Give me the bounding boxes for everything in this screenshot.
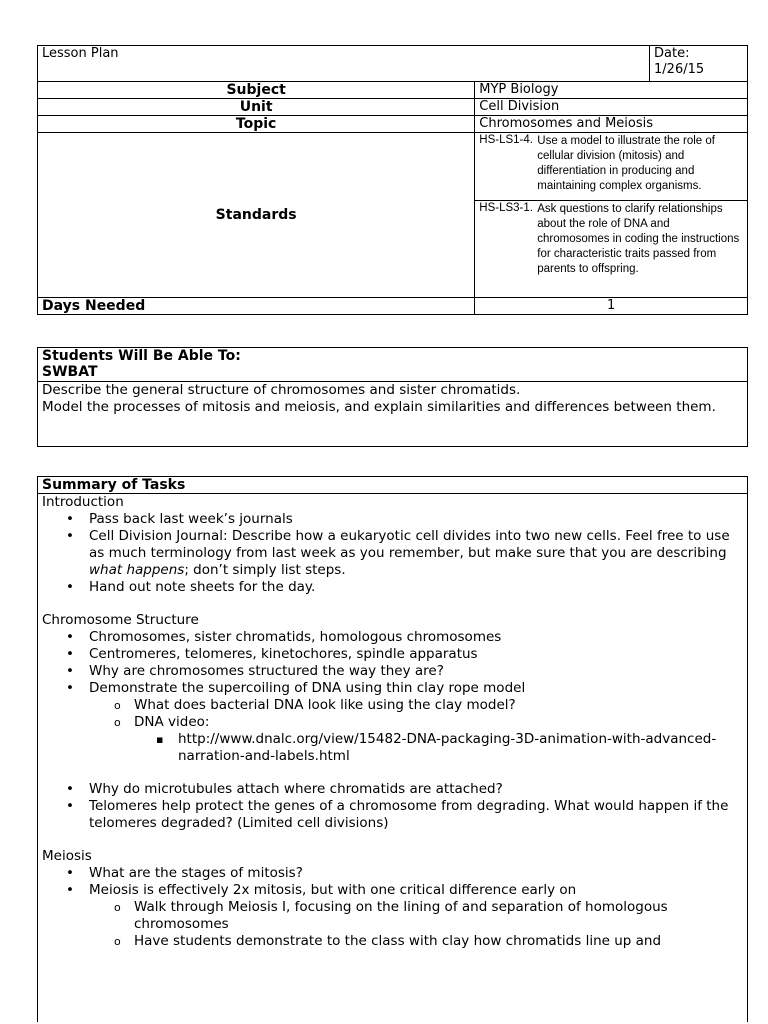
unit-label: Unit [38, 99, 475, 116]
list-item: • Chromosomes, sister chromatids, homologous chromosomes [89, 629, 743, 646]
list-item: o What does bacterial DNA look like using the clay model? [134, 697, 743, 714]
topic-label: Topic [38, 116, 475, 133]
meiosis-list [42, 865, 743, 950]
swbat-table [37, 347, 748, 447]
standard-text: Ask questions to clarify relationships about the role of DNA and chromosomes in coding the instructions for characteristic traits passed from parents to offspring. [537, 201, 747, 297]
topic-value: Chromosomes and Meiosis [475, 116, 748, 133]
list-item: • Why are chromosomes structured the way they are? [89, 663, 743, 680]
subject-value: MYP Biology [475, 82, 748, 99]
journal-emphasis: what happens [89, 562, 185, 578]
swbat-subtitle: SWBAT [42, 364, 98, 380]
standards-label: Standards [38, 133, 475, 298]
swbat-header [38, 348, 748, 382]
unit-value: Cell Division [475, 99, 748, 116]
standards-cell [475, 133, 748, 298]
subject-label: Subject [38, 82, 475, 99]
list-item: • What are the stages of mitosis? [89, 865, 743, 882]
standards-list [475, 133, 747, 297]
standard-code: HS-LS1-4. [479, 134, 533, 146]
days-needed-value: 1 [475, 297, 748, 314]
spacer [42, 765, 743, 781]
clay-sub-list [89, 697, 743, 765]
lesson-plan-table [37, 45, 748, 315]
date-value: 1/26/15 [654, 62, 705, 77]
list-item: • Telomeres help protect the genes of a chromosome from degrading. What would happen if the telomeres degraded? (Limited cell divisions) [89, 798, 743, 832]
meiosis-sub-list [89, 899, 743, 950]
journal-prompt: Cell Division Journal: Describe how a eukaryotic cell divides into two new cells. Feel free to use as much terminology from last week as you remember, but make sure that you are describing [89, 528, 730, 561]
list-item [89, 882, 743, 950]
list-item: • Centromeres, telomeres, kinetochores, spindle apparatus [89, 646, 743, 663]
list-item [89, 680, 743, 765]
summary-title: Summary of Tasks [38, 477, 748, 494]
swbat-title: Students Will Be Able To: [42, 348, 241, 364]
list-item: • Why do microtubules attach where chromatids are attached? [89, 781, 743, 798]
list-item [89, 528, 743, 579]
intro-title: Introduction [42, 494, 124, 510]
video-label: DNA video: [134, 714, 210, 730]
swbat-objective: Model the processes of mitosis and meiosis, and explain similarities and differences between them. [42, 399, 716, 415]
intro-list [42, 511, 743, 596]
meiosis-title: Meiosis [42, 848, 92, 864]
meiosis-text: Meiosis is effectively 2x mitosis, but with one critical difference early on [89, 882, 577, 898]
date-label: Date: [654, 46, 690, 61]
swbat-objective: Describe the general structure of chromosomes and sister chromatids. [42, 382, 521, 398]
list-item: • Hand out note sheets for the day. [89, 579, 743, 596]
list-item [134, 714, 743, 765]
days-needed-label: Days Needed [38, 297, 475, 314]
summary-body [38, 494, 748, 1023]
video-list [134, 731, 743, 765]
video-link[interactable]: ▪ http://www.dnalc.org/view/15482-DNA-packaging-3D-animation-with-advanced-narration-and-labels.html [178, 731, 743, 765]
standard-text: Use a model to illustrate the role of cellular division (mitosis) and differentiation in producing and maintaining complex organisms. [537, 135, 715, 192]
structure-list [42, 629, 743, 765]
swbat-body [38, 382, 748, 447]
structure-list-continued [42, 781, 743, 832]
list-item: • Pass back last week’s journals [89, 511, 743, 528]
list-item: o Walk through Meiosis I, focusing on the lining of and separation of homologous chromosomes [134, 899, 743, 933]
list-item: o Have students demonstrate to the class with clay how chromatids line up and [134, 933, 743, 950]
clay-demo-text: Demonstrate the supercoiling of DNA using thin clay rope model [89, 680, 526, 696]
date-cell [650, 46, 748, 82]
journal-tail: ; don’t simply list steps. [184, 562, 346, 578]
lesson-plan-title: Lesson Plan [38, 46, 650, 82]
structure-title: Chromosome Structure [42, 612, 199, 628]
standard-code: HS-LS3-1. [475, 201, 537, 297]
summary-table [37, 476, 748, 1022]
